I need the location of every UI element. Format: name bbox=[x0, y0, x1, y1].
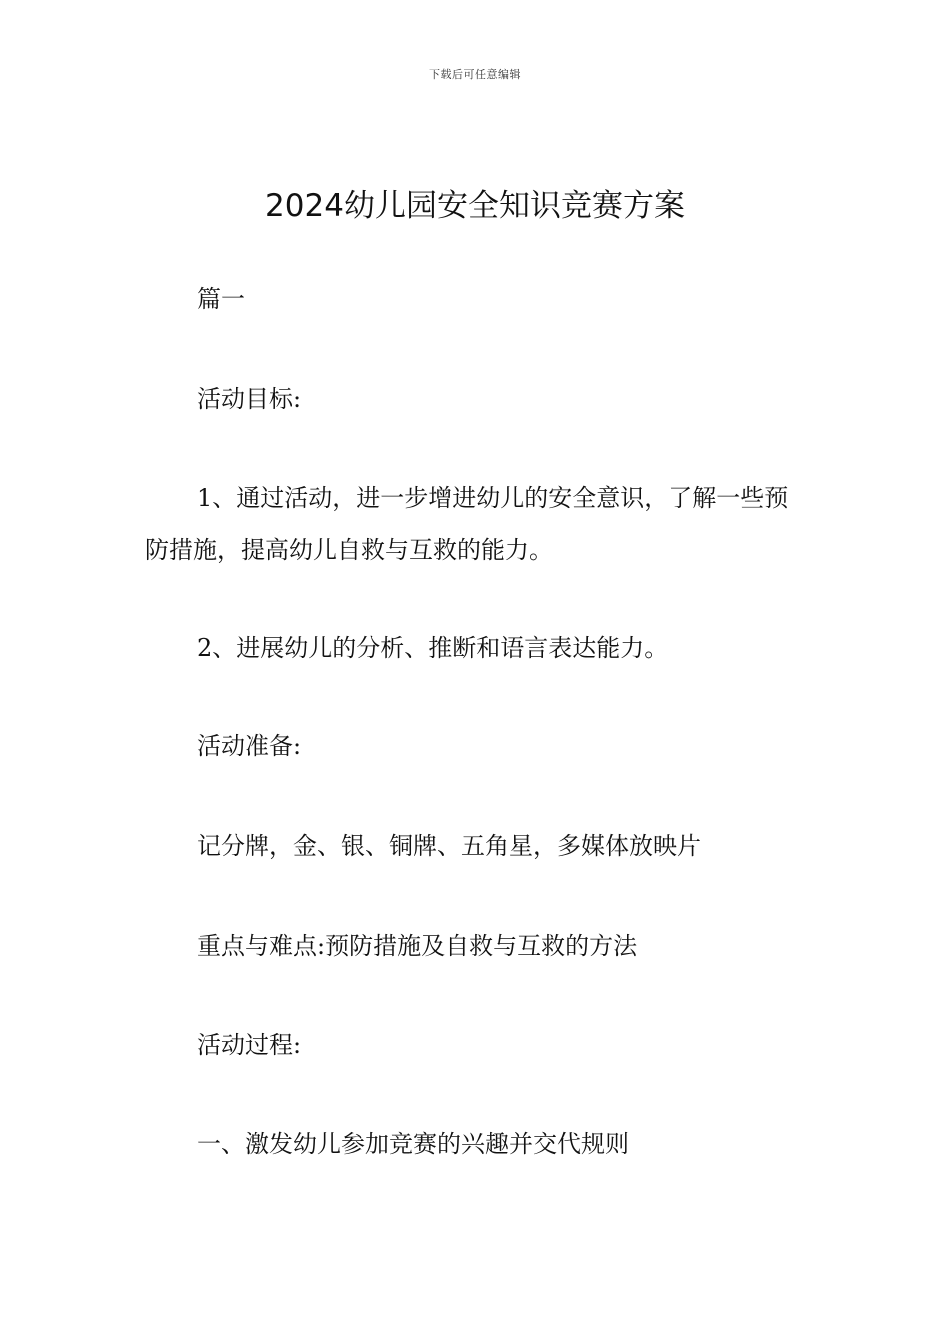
paragraph-goal-2: 2、进展幼儿的分析、推断和语言表达能力。 bbox=[197, 634, 669, 662]
header-note: 下载后可任意编辑 bbox=[429, 68, 521, 81]
paragraph-preparation-heading: 活动准备: bbox=[197, 732, 302, 760]
paragraph-section-label: 篇一 bbox=[197, 285, 245, 313]
paragraph-key-points: 重点与难点:预防措施及自救与互救的方法 bbox=[197, 932, 638, 960]
paragraph-goal-1: 1、通过活动，进一步增进幼儿的安全意识，了解一些预防措施，提高幼儿自救与互救的能力。 bbox=[145, 484, 789, 564]
document-title: 2024幼儿园安全知识竞赛方案 bbox=[265, 188, 685, 224]
paragraph-preparation-items: 记分牌，金、银、铜牌、五角星，多媒体放映片 bbox=[197, 832, 701, 860]
paragraph-activity-goals-heading: 活动目标: bbox=[197, 385, 302, 413]
paragraph-process-heading: 活动过程: bbox=[197, 1031, 302, 1059]
paragraph-process-step-1: 一、激发幼儿参加竞赛的兴趣并交代规则 bbox=[197, 1130, 629, 1158]
